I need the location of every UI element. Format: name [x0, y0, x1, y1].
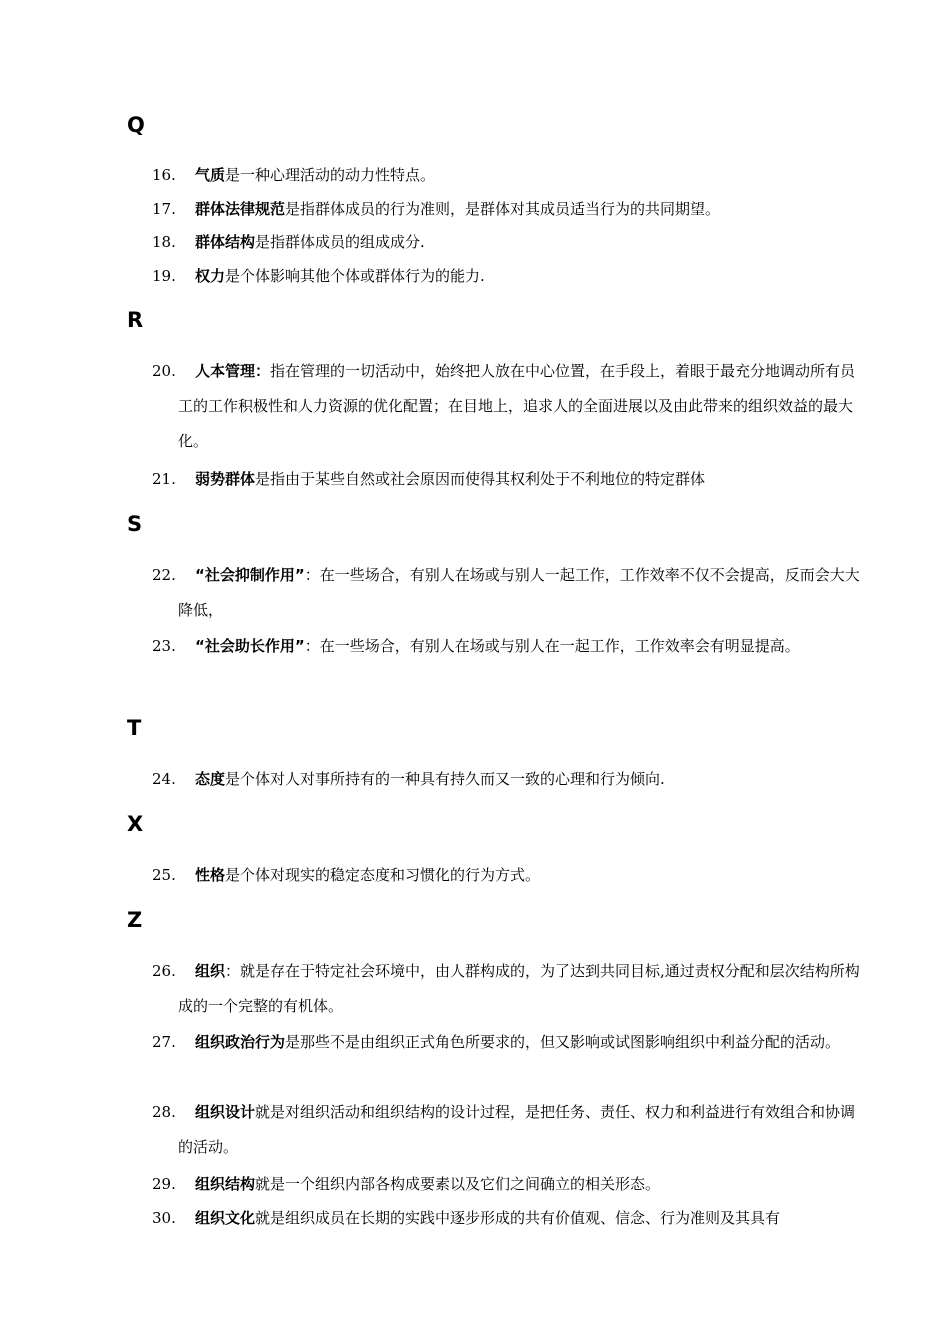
entry-number: 18.	[152, 233, 176, 251]
entry-definition: 是指群体成员的行为准则，是群体对其成员适当行为的共同期望。	[285, 200, 721, 218]
entry-definition: 指在管理的一切活动中，始终把人放在中心位置，在手段上，着眼于最充分地调动所有员工的工作积极性和人力资源的优化配置；在目地上，追求人的全面进展以及由此带来的组织效益的最大化。	[178, 362, 856, 450]
entry-number: 23.	[152, 637, 176, 655]
entry-body	[178, 558, 862, 628]
entry-term: 组织结构	[195, 1175, 256, 1193]
section-letter-t: T	[127, 716, 142, 740]
entry-term: 群体法律规范	[195, 200, 286, 218]
entry-term: 弱势群体	[195, 470, 256, 488]
section-letter-r: R	[127, 308, 144, 332]
entry-definition: 是一种心理活动的动力性特点。	[225, 166, 436, 184]
entry-definition: 就是组织成员在长期的实践中逐步形成的共有价值观、信念、行为准则及其具有	[255, 1209, 781, 1227]
entry-number: 29.	[152, 1175, 176, 1193]
entry-body	[178, 225, 862, 260]
entry-body	[178, 158, 862, 193]
entry-definition: ：在一些场合，有别人在场或与别人在一起工作，工作效率会有明显提高。	[304, 637, 800, 655]
entry-body	[178, 1025, 862, 1060]
entry-body	[178, 1201, 862, 1236]
entry-number: 21.	[152, 470, 176, 488]
entry-body	[178, 1095, 862, 1165]
entry-number: 19.	[152, 267, 176, 285]
section-letter-z: Z	[127, 908, 143, 932]
entry-body	[178, 858, 862, 893]
entry-number: 22.	[152, 566, 176, 584]
entry-term: “社会抑制作用”	[195, 566, 305, 584]
entry-definition: 是那些不是由组织正式角色所要求的，但又影响或试图影响组织中利益分配的活动。	[285, 1033, 841, 1051]
entry-body	[178, 1167, 862, 1202]
entry-definition: 是个体对现实的稳定态度和习惯化的行为方式。	[225, 866, 541, 884]
entry-definition: 是个体对人对事所持有的一种具有持久而又一致的心理和行为倾向.	[225, 770, 665, 788]
entry-term: 群体结构	[195, 233, 256, 251]
entry-number: 30.	[152, 1209, 176, 1227]
entry-definition: 就是一个组织内部各构成要素以及它们之间确立的相关形态。	[255, 1175, 661, 1193]
entry-number: 28.	[152, 1103, 176, 1121]
entry-term: “社会助长作用”	[195, 637, 305, 655]
entry-term: 组织	[195, 962, 226, 980]
entry-number: 17.	[152, 200, 176, 218]
entry-body	[178, 462, 862, 497]
entry-body	[178, 354, 862, 459]
entry-definition: ：就是存在于特定社会环境中，由人群构成的，为了达到共同目标,通过责权分配和层次结构所构成的一个完整的有机体。	[178, 962, 860, 1015]
entry-definition: 是指由于某些自然或社会原因而使得其权利处于不利地位的特定群体	[255, 470, 706, 488]
entry-term: 权力	[195, 267, 226, 285]
entry-body	[178, 954, 862, 1024]
section-letter-q: Q	[127, 113, 145, 137]
entry-term: 气质	[195, 166, 226, 184]
entry-term: 性格	[195, 866, 226, 884]
entry-number: 24.	[152, 770, 176, 788]
entry-definition: 是个体影响其他个体或群体行为的能力.	[225, 267, 485, 285]
entry-number: 27.	[152, 1033, 176, 1051]
section-letter-s: S	[127, 512, 143, 536]
entry-definition: 是指群体成员的组成成分.	[255, 233, 425, 251]
entry-term: 人本管理：	[195, 362, 271, 380]
entry-term: 组织文化	[195, 1209, 256, 1227]
entry-number: 16.	[152, 166, 176, 184]
entry-definition: 就是对组织活动和组织结构的设计过程，是把任务、责任、权力和利益进行有效组合和协调的活动。	[178, 1103, 856, 1156]
entry-definition: ：在一些场合，有别人在场或与别人一起工作，工作效率不仅不会提高，反而会大大降低，	[178, 566, 860, 619]
entry-number: 25.	[152, 866, 176, 884]
entry-body	[178, 629, 862, 664]
entry-term: 态度	[195, 770, 226, 788]
entry-term: 组织设计	[195, 1103, 256, 1121]
entry-number: 20.	[152, 362, 176, 380]
entry-body	[178, 762, 862, 797]
entry-number: 26.	[152, 962, 176, 980]
entry-term: 组织政治行为	[195, 1033, 286, 1051]
entry-body	[178, 259, 862, 294]
section-letter-x: X	[127, 812, 144, 836]
entry-body	[178, 192, 862, 227]
